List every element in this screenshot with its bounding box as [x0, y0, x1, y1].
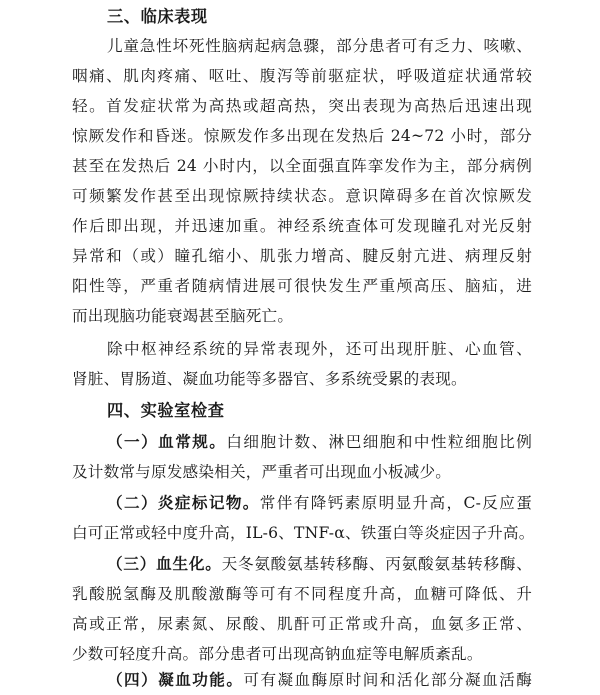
section-heading-clinical: 三、临床表现 [107, 7, 208, 26]
paragraph-line: 轻。首发症状常为高热或超高热，突出表现为高热后迅速出现 [72, 97, 532, 115]
paragraph-line: 而出现脑功能衰竭甚至脑死亡。 [72, 307, 294, 325]
paragraph-line: 异常和（或）瞳孔缩小、肌张力增高、腱反射亢进、病理反射 [72, 247, 532, 265]
paragraph-line: 作后即出现，并迅速加重。神经系统查体可发现瞳孔对光反射 [72, 217, 532, 235]
paragraph-text: 常伴有降钙素原明显升高，C-反应蛋 [259, 494, 532, 512]
paragraph-line: 高或正常，尿素氮、尿酸、肌酐可正常或升高，血氨多正常、 [72, 615, 532, 633]
paragraph-line: 及计数常与原发感染相关，严重者可出现血小板减少。 [72, 463, 452, 481]
subsection-line-inflammation [107, 488, 532, 518]
subsection-title: （一）血常规。 [107, 433, 227, 451]
section-heading-lab: 四、实验室检查 [107, 401, 225, 420]
paragraph-line: 阳性等，严重者随病情进展可很快发生严重颅高压、脑疝，进 [72, 277, 532, 295]
paragraph-line: 儿童急性坏死性脑病起病急骤，部分患者可有乏力、咳嗽、 [107, 37, 532, 55]
paragraph-line: 甚至在发热后 24 小时内，以全面强直阵挛发作为主，部分病例 [72, 157, 532, 175]
subsection-title: （三）血生化。 [107, 555, 222, 573]
paragraph-line: 白可正常或轻中度升高，IL-6、TNF-α、铁蛋白等炎症因子升高。 [72, 524, 535, 542]
paragraph-line: 乳酸脱氢酶及肌酸激酶等可有不同程度升高，血糖可降低、升 [72, 585, 532, 603]
subsection-title: （四）凝血功能。 [107, 671, 244, 689]
paragraph-line: 惊厥发作和昏迷。惊厥发作多出现在发热后 24~72 小时，部分 [72, 127, 532, 145]
paragraph-text: 天冬氨酸氨基转移酶、丙氨酸氨基转移酶、 [221, 555, 532, 573]
subsection-title: （二）炎症标记物。 [107, 494, 260, 512]
paragraph-text: 白细胞计数、淋巴细胞和中性粒细胞比例 [226, 433, 532, 451]
subsection-line-biochemistry [107, 549, 532, 579]
paragraph-line: 可频繁发作甚至出现惊厥持续状态。意识障碍多在首次惊厥发 [72, 187, 532, 205]
paragraph-line: 咽痛、肌肉疼痛、呕吐、腹泻等前驱症状，呼吸道症状通常较 [72, 67, 532, 85]
subsection-line-blood-routine [107, 427, 532, 457]
paragraph-text: 可有凝血酶原时间和活化部分凝血活酶 [243, 671, 532, 689]
paragraph-line: 肾脏、胃肠道、凝血功能等多器官、多系统受累的表现。 [72, 370, 467, 388]
paragraph-line: 除中枢神经系统的异常表现外，还可出现肝脏、心血管、 [107, 340, 532, 358]
subsection-line-coagulation [107, 665, 532, 695]
paragraph-line: 少数可轻度升高。部分患者可出现高钠血症等电解质紊乱。 [72, 645, 483, 663]
